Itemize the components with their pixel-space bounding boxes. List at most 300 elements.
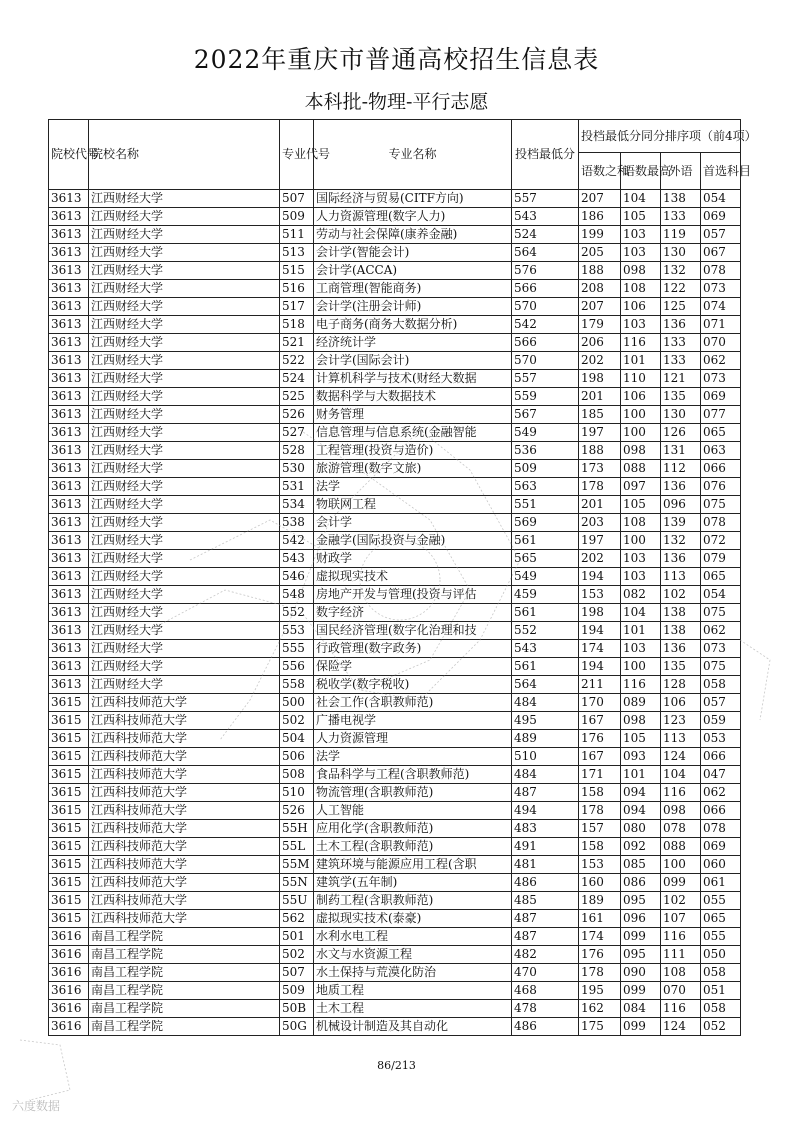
cell-foreign-lang: 135 [661,658,701,676]
cell-major-code: 55M [280,856,314,874]
cell-school-name: 江西财经大学 [89,298,280,316]
cell-chinese-math-sum: 176 [579,946,621,964]
cell-chinese-math-sum: 206 [579,334,621,352]
cell-school-name: 江西科技师范大学 [89,910,280,928]
cell-min-score: 543 [512,208,579,226]
cell-chinese-math-sum: 170 [579,694,621,712]
cell-min-score: 536 [512,442,579,460]
cell-chinese-math-sum: 202 [579,352,621,370]
table-row [49,748,741,766]
cell-school-code: 3615 [49,820,89,838]
cell-foreign-lang: 112 [661,460,701,478]
table-row [49,982,741,1000]
cell-major-code: 511 [280,226,314,244]
cell-foreign-lang: 070 [661,982,701,1000]
cell-major-code: 506 [280,748,314,766]
cell-major-name: 国际经济与贸易(CITF方向) [314,190,512,208]
cell-chinese-math-sum: 176 [579,730,621,748]
cell-school-code: 3613 [49,298,89,316]
cell-min-score: 542 [512,316,579,334]
cell-major-name: 机械设计制造及其自动化 [314,1018,512,1036]
cell-preferred-subject: 066 [701,460,741,478]
cell-school-name: 江西科技师范大学 [89,874,280,892]
table-row [49,658,741,676]
cell-preferred-subject: 057 [701,694,741,712]
cell-chinese-math-max: 085 [621,856,661,874]
cell-school-code: 3613 [49,496,89,514]
cell-school-code: 3615 [49,712,89,730]
cell-preferred-subject: 062 [701,784,741,802]
cell-min-score: 468 [512,982,579,1000]
cell-foreign-lang: 108 [661,964,701,982]
cell-school-name: 江西财经大学 [89,280,280,298]
cell-min-score: 561 [512,604,579,622]
cell-preferred-subject: 069 [701,838,741,856]
cell-min-score: 549 [512,424,579,442]
cell-chinese-math-sum: 157 [579,820,621,838]
cell-school-name: 江西科技师范大学 [89,802,280,820]
cell-major-code: 543 [280,550,314,568]
cell-major-code: 548 [280,586,314,604]
cell-preferred-subject: 078 [701,820,741,838]
table-row [49,424,741,442]
cell-school-code: 3613 [49,280,89,298]
header-chinese-math-sum: 语数之和 [579,153,621,190]
cell-preferred-subject: 057 [701,226,741,244]
cell-major-code: 50B [280,1000,314,1018]
cell-min-score: 495 [512,712,579,730]
cell-major-code: 534 [280,496,314,514]
cell-foreign-lang: 098 [661,802,701,820]
cell-major-code: 502 [280,946,314,964]
cell-preferred-subject: 070 [701,334,741,352]
cell-chinese-math-max: 099 [621,982,661,1000]
cell-major-code: 509 [280,208,314,226]
cell-preferred-subject: 055 [701,928,741,946]
cell-school-name: 江西财经大学 [89,586,280,604]
cell-chinese-math-max: 100 [621,406,661,424]
cell-school-code: 3613 [49,658,89,676]
cell-school-code: 3615 [49,694,89,712]
cell-school-name: 江西财经大学 [89,550,280,568]
cell-chinese-math-max: 092 [621,838,661,856]
cell-school-code: 3615 [49,784,89,802]
cell-major-code: 509 [280,982,314,1000]
cell-foreign-lang: 124 [661,748,701,766]
cell-school-name: 南昌工程学院 [89,928,280,946]
page-number: 86/213 [377,1059,416,1072]
cell-major-name: 食品科学与工程(含职教师范) [314,766,512,784]
cell-chinese-math-sum: 201 [579,496,621,514]
cell-preferred-subject: 060 [701,856,741,874]
header-preferred-subject: 首选科目 [701,153,741,190]
cell-school-name: 南昌工程学院 [89,946,280,964]
cell-school-name: 江西财经大学 [89,226,280,244]
cell-chinese-math-max: 101 [621,352,661,370]
table-row [49,838,741,856]
cell-preferred-subject: 078 [701,514,741,532]
cell-chinese-math-max: 084 [621,1000,661,1018]
cell-school-name: 江西财经大学 [89,568,280,586]
cell-foreign-lang: 136 [661,550,701,568]
cell-chinese-math-sum: 194 [579,622,621,640]
cell-major-code: 513 [280,244,314,262]
cell-chinese-math-sum: 194 [579,568,621,586]
table-row [49,874,741,892]
cell-preferred-subject: 058 [701,676,741,694]
cell-school-code: 3615 [49,892,89,910]
cell-min-score: 487 [512,928,579,946]
cell-chinese-math-max: 096 [621,910,661,928]
cell-school-code: 3613 [49,604,89,622]
cell-chinese-math-sum: 203 [579,514,621,532]
cell-chinese-math-max: 104 [621,190,661,208]
cell-chinese-math-sum: 178 [579,964,621,982]
table-row [49,334,741,352]
cell-major-name: 财政学 [314,550,512,568]
cell-preferred-subject: 077 [701,406,741,424]
cell-major-name: 房地产开发与管理(投资与评估 [314,586,512,604]
cell-preferred-subject: 054 [701,190,741,208]
cell-foreign-lang: 132 [661,532,701,550]
header-min-score: 投档最低分 [512,120,579,190]
cell-school-code: 3615 [49,910,89,928]
cell-major-code: 542 [280,532,314,550]
table-row [49,784,741,802]
cell-foreign-lang: 116 [661,928,701,946]
cell-major-code: 556 [280,658,314,676]
cell-foreign-lang: 138 [661,622,701,640]
cell-major-code: 524 [280,370,314,388]
table-row [49,478,741,496]
cell-chinese-math-max: 097 [621,478,661,496]
cell-chinese-math-sum: 208 [579,280,621,298]
cell-chinese-math-max: 088 [621,460,661,478]
cell-min-score: 552 [512,622,579,640]
cell-chinese-math-sum: 185 [579,406,621,424]
cell-foreign-lang: 133 [661,208,701,226]
cell-foreign-lang: 125 [661,298,701,316]
header-chinese-math-max: 语数最高 [621,153,661,190]
cell-school-name: 江西科技师范大学 [89,820,280,838]
cell-major-code: 508 [280,766,314,784]
cell-chinese-math-sum: 211 [579,676,621,694]
cell-school-name: 江西财经大学 [89,658,280,676]
cell-chinese-math-max: 086 [621,874,661,892]
table-row [49,208,741,226]
cell-school-name: 南昌工程学院 [89,1000,280,1018]
cell-school-code: 3613 [49,676,89,694]
cell-preferred-subject: 061 [701,874,741,892]
cell-school-code: 3613 [49,388,89,406]
page-title: 2022年重庆市普通高校招生信息表 [193,45,600,74]
cell-major-code: 504 [280,730,314,748]
cell-major-name: 人力资源管理 [314,730,512,748]
cell-school-code: 3613 [49,370,89,388]
cell-preferred-subject: 069 [701,208,741,226]
table-row [49,190,741,208]
cell-min-score: 569 [512,514,579,532]
table-row [49,1018,741,1036]
cell-chinese-math-max: 103 [621,316,661,334]
cell-school-name: 江西财经大学 [89,424,280,442]
cell-min-score: 487 [512,910,579,928]
cell-chinese-math-max: 090 [621,964,661,982]
table-row [49,514,741,532]
cell-school-code: 3616 [49,928,89,946]
cell-major-code: 527 [280,424,314,442]
cell-foreign-lang: 096 [661,496,701,514]
cell-chinese-math-sum: 158 [579,784,621,802]
table-row [49,244,741,262]
cell-major-name: 建筑学(五年制) [314,874,512,892]
cell-min-score: 491 [512,838,579,856]
cell-major-code: 516 [280,280,314,298]
table-row [49,640,741,658]
cell-preferred-subject: 076 [701,478,741,496]
cell-major-name: 人工智能 [314,802,512,820]
cell-chinese-math-sum: 194 [579,658,621,676]
table-row [49,262,741,280]
cell-chinese-math-sum: 161 [579,910,621,928]
table-row [49,676,741,694]
cell-min-score: 484 [512,766,579,784]
cell-preferred-subject: 058 [701,964,741,982]
cell-school-code: 3615 [49,766,89,784]
cell-preferred-subject: 062 [701,352,741,370]
cell-major-name: 税收学(数字税收) [314,676,512,694]
cell-school-name: 江西财经大学 [89,352,280,370]
cell-school-name: 江西财经大学 [89,208,280,226]
cell-min-score: 566 [512,334,579,352]
cell-major-code: 562 [280,910,314,928]
cell-preferred-subject: 074 [701,298,741,316]
cell-chinese-math-sum: 173 [579,460,621,478]
cell-foreign-lang: 102 [661,892,701,910]
cell-major-code: 558 [280,676,314,694]
cell-chinese-math-max: 106 [621,388,661,406]
cell-min-score: 559 [512,388,579,406]
cell-preferred-subject: 073 [701,370,741,388]
cell-school-name: 江西科技师范大学 [89,856,280,874]
cell-major-name: 劳动与社会保障(康养金融) [314,226,512,244]
cell-school-code: 3615 [49,730,89,748]
cell-preferred-subject: 047 [701,766,741,784]
header-school-code: 院校代号 [49,120,89,190]
cell-major-code: 501 [280,928,314,946]
cell-major-code: 531 [280,478,314,496]
cell-chinese-math-max: 082 [621,586,661,604]
cell-foreign-lang: 113 [661,730,701,748]
table-row [49,928,741,946]
cell-school-name: 江西财经大学 [89,532,280,550]
cell-school-name: 江西财经大学 [89,496,280,514]
cell-chinese-math-max: 101 [621,622,661,640]
cell-school-name: 江西财经大学 [89,334,280,352]
cell-school-name: 江西财经大学 [89,478,280,496]
cell-major-code: 50G [280,1018,314,1036]
cell-major-name: 水文与水资源工程 [314,946,512,964]
table-row [49,604,741,622]
cell-major-name: 土木工程 [314,1000,512,1018]
cell-chinese-math-max: 116 [621,334,661,352]
cell-chinese-math-sum: 171 [579,766,621,784]
cell-major-code: 528 [280,442,314,460]
cell-chinese-math-sum: 174 [579,640,621,658]
cell-chinese-math-max: 100 [621,424,661,442]
table-row [49,226,741,244]
cell-chinese-math-sum: 158 [579,838,621,856]
cell-chinese-math-max: 108 [621,514,661,532]
cell-preferred-subject: 063 [701,442,741,460]
cell-major-name: 广播电视学 [314,712,512,730]
cell-chinese-math-sum: 167 [579,748,621,766]
table-row [49,388,741,406]
cell-major-code: 500 [280,694,314,712]
cell-min-score: 564 [512,676,579,694]
cell-chinese-math-sum: 197 [579,532,621,550]
cell-chinese-math-max: 080 [621,820,661,838]
cell-foreign-lang: 116 [661,784,701,802]
cell-foreign-lang: 099 [661,874,701,892]
cell-major-name: 社会工作(含职教师范) [314,694,512,712]
cell-min-score: 557 [512,190,579,208]
table-row [49,892,741,910]
cell-major-name: 地质工程 [314,982,512,1000]
cell-school-name: 江西科技师范大学 [89,712,280,730]
cell-min-score: 481 [512,856,579,874]
table-row [49,946,741,964]
cell-preferred-subject: 050 [701,946,741,964]
cell-chinese-math-max: 104 [621,604,661,622]
cell-major-name: 虚拟现实技术(泰豪) [314,910,512,928]
cell-major-name: 数据科学与大数据技术 [314,388,512,406]
header-school-name: 院校名称 [89,120,280,190]
cell-preferred-subject: 054 [701,586,741,604]
cell-chinese-math-max: 095 [621,946,661,964]
cell-major-name: 保险学 [314,658,512,676]
cell-major-name: 电子商务(商务大数据分析) [314,316,512,334]
cell-foreign-lang: 128 [661,676,701,694]
cell-school-code: 3613 [49,442,89,460]
cell-min-score: 494 [512,802,579,820]
cell-major-code: 538 [280,514,314,532]
cell-min-score: 543 [512,640,579,658]
cell-min-score: 484 [512,694,579,712]
cell-foreign-lang: 119 [661,226,701,244]
watermark-text: 六度数据 [12,1099,61,1113]
admissions-table [48,119,757,1036]
cell-major-name: 旅游管理(数字文旅) [314,460,512,478]
cell-chinese-math-sum: 153 [579,856,621,874]
cell-major-code: 522 [280,352,314,370]
cell-chinese-math-max: 099 [621,1018,661,1036]
cell-foreign-lang: 122 [661,280,701,298]
cell-foreign-lang: 106 [661,694,701,712]
cell-school-code: 3616 [49,1018,89,1036]
cell-preferred-subject: 079 [701,550,741,568]
cell-chinese-math-max: 108 [621,280,661,298]
cell-school-code: 3616 [49,982,89,1000]
cell-major-name: 信息管理与信息系统(金融智能 [314,424,512,442]
cell-foreign-lang: 132 [661,262,701,280]
cell-major-code: 521 [280,334,314,352]
cell-school-name: 江西财经大学 [89,388,280,406]
cell-major-name: 会计学(智能会计) [314,244,512,262]
cell-school-name: 江西科技师范大学 [89,694,280,712]
cell-chinese-math-max: 099 [621,928,661,946]
cell-school-name: 江西财经大学 [89,406,280,424]
cell-school-code: 3616 [49,964,89,982]
cell-foreign-lang: 126 [661,424,701,442]
cell-preferred-subject: 078 [701,262,741,280]
table-row [49,316,741,334]
cell-min-score: 486 [512,874,579,892]
cell-min-score: 482 [512,946,579,964]
cell-school-code: 3613 [49,226,89,244]
cell-foreign-lang: 088 [661,838,701,856]
cell-major-name: 物流管理(含职教师范) [314,784,512,802]
cell-major-code: 55L [280,838,314,856]
cell-chinese-math-max: 098 [621,712,661,730]
cell-foreign-lang: 136 [661,478,701,496]
cell-school-code: 3613 [49,262,89,280]
cell-chinese-math-sum: 207 [579,190,621,208]
cell-foreign-lang: 116 [661,1000,701,1018]
cell-school-code: 3615 [49,748,89,766]
cell-preferred-subject: 062 [701,622,741,640]
cell-foreign-lang: 130 [661,406,701,424]
cell-school-name: 江西科技师范大学 [89,838,280,856]
cell-school-name: 江西财经大学 [89,370,280,388]
cell-min-score: 565 [512,550,579,568]
table-row [49,352,741,370]
cell-preferred-subject: 067 [701,244,741,262]
cell-min-score: 561 [512,658,579,676]
cell-major-name: 数字经济 [314,604,512,622]
table-row [49,568,741,586]
cell-school-code: 3613 [49,406,89,424]
cell-chinese-math-sum: 186 [579,208,621,226]
cell-chinese-math-sum: 198 [579,604,621,622]
cell-chinese-math-sum: 207 [579,298,621,316]
cell-preferred-subject: 051 [701,982,741,1000]
cell-school-code: 3615 [49,802,89,820]
cell-school-code: 3613 [49,352,89,370]
cell-foreign-lang: 136 [661,316,701,334]
table-row [49,910,741,928]
cell-chinese-math-max: 110 [621,370,661,388]
cell-chinese-math-sum: 188 [579,262,621,280]
cell-min-score: 509 [512,460,579,478]
cell-school-code: 3613 [49,316,89,334]
cell-major-code: 510 [280,784,314,802]
cell-chinese-math-max: 094 [621,784,661,802]
cell-chinese-math-max: 094 [621,802,661,820]
cell-major-code: 55N [280,874,314,892]
cell-chinese-math-sum: 179 [579,316,621,334]
cell-chinese-math-max: 103 [621,568,661,586]
cell-foreign-lang: 136 [661,640,701,658]
cell-school-name: 江西财经大学 [89,442,280,460]
cell-school-name: 江西财经大学 [89,460,280,478]
cell-school-code: 3616 [49,946,89,964]
cell-chinese-math-max: 100 [621,658,661,676]
cell-chinese-math-sum: 160 [579,874,621,892]
cell-chinese-math-sum: 198 [579,370,621,388]
cell-major-name: 计算机科学与技术(财经大数据 [314,370,512,388]
cell-foreign-lang: 135 [661,388,701,406]
